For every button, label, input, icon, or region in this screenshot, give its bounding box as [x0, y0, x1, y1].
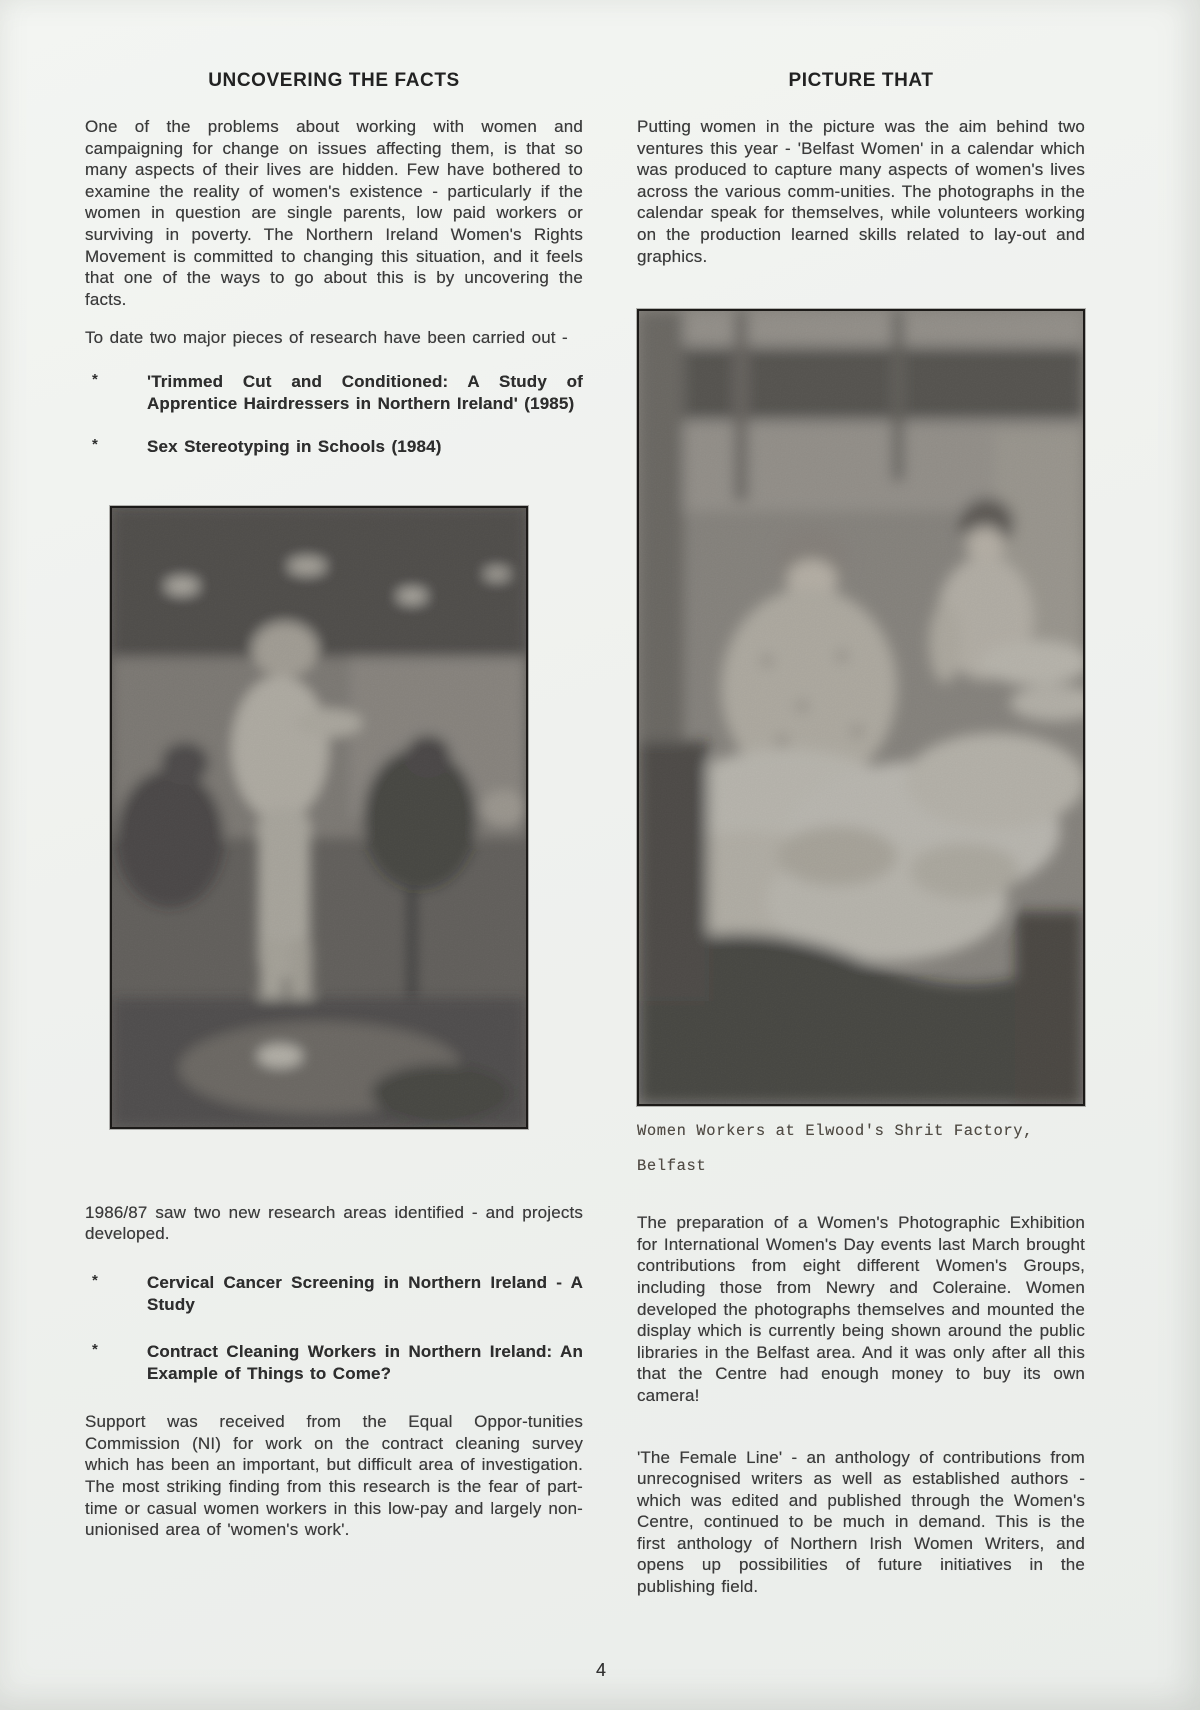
asterisk-bullet-icon: * — [92, 370, 98, 388]
right-paragraph-2: The preparation of a Women's Photographic Exhibition for International Women's Day events last March brought contributions from eight different Women's Groups, including those from Newry and Coleraine. Women developed the photographs themselves and mounted the display which is currently being shown around the public libraries in the Belfast area. And it was only after all this that the Centre had enough money to buy its own camera! — [637, 1213, 1085, 1405]
factory-photo-illustration — [639, 311, 1083, 1104]
bullet-text: 'Trimmed Cut and Conditioned: A Study of Apprentice Hairdressers in Northern Ireland' (1985) — [147, 371, 583, 413]
bullet-text: Contract Cleaning Workers in Northern Ireland: An Example of Things to Come? — [147, 1342, 583, 1383]
salon-photo-illustration — [112, 508, 526, 1127]
left-paragraph-4: Support was received from the Equal Oppor-tunities Commission (NI) for work on the contract cleaning survey which has been an important, but difficult area of investigation. The most striking finding from this research is the fear of part-time or casual women workers in this low-pay and largely non-unionised area of 'women's work'. — [85, 1412, 583, 1540]
right-column-heading: PICTURE THAT — [788, 70, 934, 91]
right-paragraph-1: Putting women in the picture was the aim behind two ventures this year - 'Belfast Women' in a calendar which was produced to capture many aspects of women's lives across the various comm-unities. The photographs in the calendar speak for themselves, while volunteers working on the production learned skills related to lay-out and graphics. — [637, 117, 1085, 266]
left-column-heading: UNCOVERING THE FACTS — [208, 70, 460, 91]
new-bullet-cervical-cancer — [85, 1272, 583, 1315]
bullet-text: Cervical Cancer Screening in Northern Ireland - A Study — [147, 1272, 583, 1314]
asterisk-bullet-icon: * — [92, 1341, 98, 1359]
asterisk-bullet-icon: * — [92, 1271, 98, 1289]
left-paragraph-2: To date two major pieces of research have been carried out - — [85, 328, 568, 348]
bullet-text: Sex Stereotyping in Schools (1984) — [147, 437, 442, 457]
right-column — [637, 60, 1085, 1598]
research-bullet-sex-stereotyping — [85, 436, 583, 458]
research-bullet-trimmed-cut — [85, 371, 583, 414]
factory-photo-caption-line1: Women Workers at Elwood's Shrit Factory, — [637, 1122, 1034, 1141]
factory-photo — [637, 309, 1085, 1106]
salon-photo — [110, 506, 528, 1129]
factory-photo-caption-line2: Belfast — [637, 1157, 707, 1176]
new-bullet-contract-cleaning — [85, 1341, 583, 1384]
left-column — [85, 60, 583, 1541]
left-paragraph-3: 1986/87 saw two new research areas identified - and projects developed. — [85, 1202, 583, 1244]
asterisk-bullet-icon: * — [92, 436, 98, 454]
page-number: 4 — [596, 1660, 607, 1680]
right-paragraph-3: 'The Female Line' - an anthology of contributions from unrecognised writers as well as established authors - which was edited and published through the Women's Centre, continued to be much in demand. This is the first anthology of Northern Irish Women Writers, and opens up possibilities of future initiatives in the publishing field. — [637, 1447, 1085, 1597]
left-paragraph-1: One of the problems about working with women and campaigning for change on issues affecting them, is that so many aspects of their lives are hidden. Few have bothered to examine the reality of women's existence - particularly if the women in question are single parents, low paid workers or surviving in poverty. The Northern Ireland Women's Rights Movement is committed to changing this situation, and it feels that one of the ways to go about this is by uncovering the facts. — [85, 117, 583, 309]
